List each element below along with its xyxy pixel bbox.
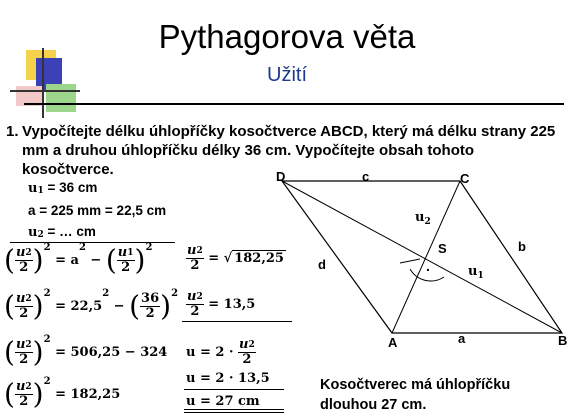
result-double-underline-1: [184, 409, 284, 410]
left-step-2: ( $\frac{u2}{2}$ )$^2 = 22,5^2$ − ( $\frac{36}{2}$ )$^2$: [4, 288, 179, 323]
u-equation-2: u = 2 · 13,5: [186, 371, 270, 386]
rhombus-diagram: [270, 165, 574, 350]
left-step-1: ( $\frac{u2}{2}$ )$^2 = a^2$ − ( $\frac{u1}{2}$ )$^2$: [4, 242, 153, 277]
vertex-C: C: [460, 171, 470, 186]
label-u1: $u_1$: [468, 264, 484, 281]
side-b: b: [518, 239, 526, 254]
vertex-D: D: [276, 169, 286, 184]
side-d: d: [318, 257, 326, 272]
logo-line-h: [10, 90, 80, 92]
u-eq2-underline: [184, 389, 284, 390]
side-c: c: [362, 169, 370, 184]
result-double-underline-2: [184, 412, 284, 413]
left-step-4: ( $\frac{u2}{2}$ )$^2$ = 182,25: [4, 376, 121, 411]
u-equation-3: u = 27 cm: [186, 394, 260, 409]
u-equation-1: u = 2 · $\frac{u2}{2}$: [186, 337, 255, 367]
given-u2-value: = … cm: [47, 224, 96, 239]
center-S: S: [438, 241, 447, 256]
task-text: Vypočítejte délku úhlopříčky kosočtverce ABCD, který má délku strany 225 mm a druhou úhlopříčku délky 36 cm. Vypočítejte obsah tohoto kosočtverce.: [22, 123, 556, 178]
logo-square-green: [46, 84, 76, 112]
right-angle-dot: .: [426, 258, 430, 274]
conclusion-text: Kosočtverec má úhlopříčku dlouhou 27 cm.: [320, 377, 511, 413]
label-u2: $u_2$: [415, 210, 431, 227]
page-title: Pythagorova věta: [158, 18, 416, 55]
given-u1: u1 = 36 cm: [28, 180, 98, 196]
given-a: a = 225 mm = 22,5 cm: [28, 203, 167, 218]
middle-step-1: $\frac{u2}{2}$ = √ 182,25: [187, 243, 284, 273]
vertex-A: A: [388, 335, 398, 350]
vertex-B: B: [558, 333, 568, 348]
middle-step-2: $\frac{u2}{2}$ = 13,5: [187, 289, 256, 319]
side-a: a: [458, 331, 466, 346]
title-divider: [24, 103, 564, 105]
diagonal-u2: [392, 181, 460, 333]
task-number: 1.: [6, 123, 19, 140]
given-u1-value: = 36 cm: [47, 180, 98, 195]
left-step-3: ( $\frac{u2}{2}$ )$^2$ = 506,25 − 324: [4, 334, 168, 369]
center-tick: [400, 259, 420, 263]
page-subtitle: Užití: [267, 64, 307, 86]
given-u2: u2 = … cm: [28, 224, 96, 240]
